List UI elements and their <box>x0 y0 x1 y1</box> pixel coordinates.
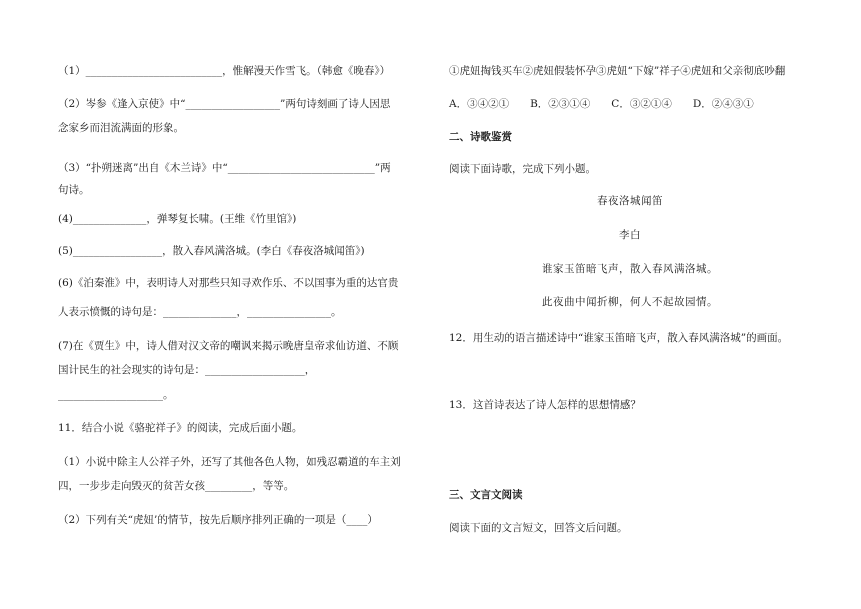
question-4: (4)______________，弹琴复长啸。(王维《竹里馆》) <box>58 213 297 225</box>
question-2-line-2: 念家乡而泪流满面的形象。 <box>58 122 184 134</box>
poem-author: 李白 <box>619 229 641 241</box>
question-3-line-2: 句诗。 <box>58 184 90 196</box>
poem-line-1: 谁家玉笛暗飞声，散入春风满洛城。 <box>542 263 718 275</box>
event-list: ①虎妞掏钱买车②虎妞假装怀孕③虎妞“下嫁”祥子④虎妞和父亲彻底吵翻 <box>449 65 786 77</box>
section-3-heading: 三、文言文阅读 <box>449 489 523 501</box>
question-1: （1）__________________________，惟解漫天作雪飞。（韩愈《晚春》） <box>58 65 391 77</box>
question-2-line-1: （2）岑参《逢入京使》中“__________________”两句诗刻画了诗人因思 <box>58 98 391 110</box>
poem-title: 春夜洛城闻笛 <box>597 195 663 207</box>
question-13: 13．这首诗表达了诗人怎样的思想情感？ <box>449 399 641 411</box>
question-11-intro: 11．结合小说《骆驼祥子》的阅读，完成后面小题。 <box>58 422 303 434</box>
answer-options: A．③④②① B．②③①④ C．③②①④ D．②④③① <box>449 98 754 110</box>
question-3-line-1: （3）“扑朔迷离”出自《木兰诗》中“____________________________”两 <box>58 162 391 174</box>
question-12: 12．用生动的语言描述诗中“谁家玉笛暗飞声，散入春风满洛城”的画面。 <box>449 332 789 344</box>
question-7-line-1: (7)在《贾生》中，诗人借对汉文帝的嘲讽来揭示晚唐皇帝求仙访道、不顾 <box>58 340 399 352</box>
question-6-line-1: (6)《泊秦淮》中，表明诗人对那些只知寻欢作乐、不以国事为重的达官贵 <box>58 277 399 289</box>
question-6-line-2: 人表示愤慨的诗句是：______________，________________。 <box>58 306 342 318</box>
question-11-2: （2）下列有关“虎妞’的情节，按先后顺序排列正确的一项是（____） <box>58 514 378 526</box>
question-7-line-2: 国计民生的社会现实的诗句是：___________________， <box>58 364 316 376</box>
section-3-instruction: 阅读下面的文言短文，回答文后问题。 <box>449 522 628 534</box>
question-11-1-line-1: （1）小说中除主人公祥子外，还写了其他各色人物，如残忍霸道的车主刘 <box>58 456 401 468</box>
section-2-instruction: 阅读下面诗歌，完成下列小题。 <box>449 163 596 175</box>
question-11-1-line-2: 四，一步步走向毁灭的贫苦女孩_________，等等。 <box>58 480 295 492</box>
question-7-line-3: ____________________。 <box>58 389 174 401</box>
poem-line-2: 此夜曲中闻折柳，何人不起故园情。 <box>542 296 718 308</box>
section-2-heading: 二、诗歌鉴赏 <box>449 131 512 143</box>
question-5: (5)_________________，散入春风满洛城。(李白《春夜洛城闻笛》) <box>58 245 365 257</box>
